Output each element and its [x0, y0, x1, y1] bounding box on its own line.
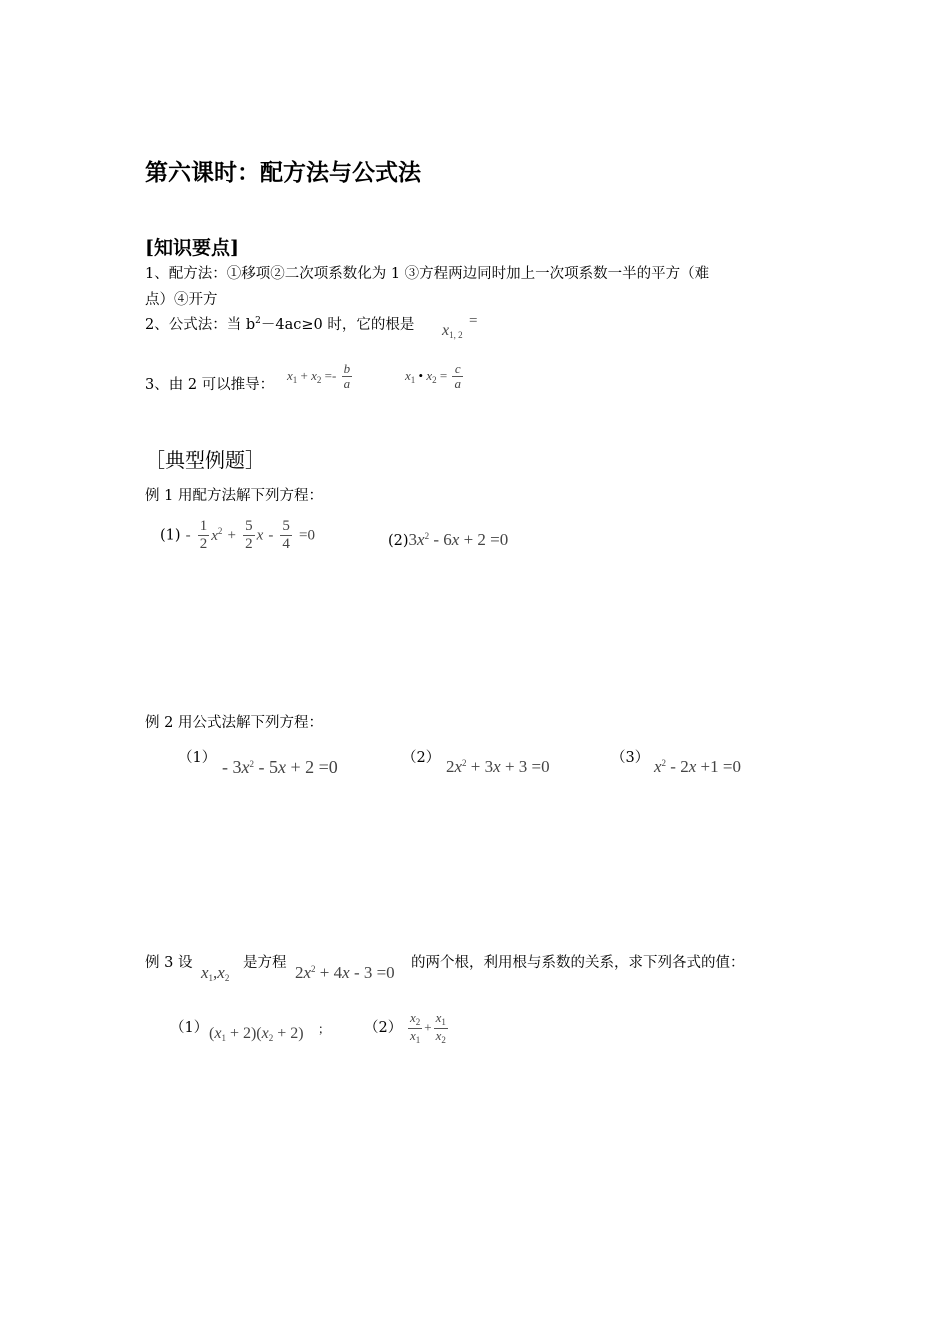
- ex3-p2-f2-num-sub: 1: [441, 1017, 446, 1027]
- sum-denominator: a: [343, 376, 351, 392]
- sum-equals: =-: [324, 367, 337, 383]
- ex3-p2-frac-2: [434, 1011, 448, 1046]
- sum-x1: x: [287, 367, 293, 383]
- ex3-p1-mid: + 2)(: [225, 1025, 262, 1042]
- ex2-p2-label: （2）: [402, 750, 441, 766]
- knowledge-item-2: [145, 313, 414, 334]
- ex3-p2-f1-num-sub: 2: [415, 1017, 421, 1027]
- prod-numerator: c: [452, 362, 463, 377]
- ex3-eq-x: x: [303, 963, 312, 982]
- ex1-p2-end: + 2 =0: [459, 530, 509, 549]
- ex2-p3-mid: - 2: [666, 757, 689, 776]
- ex3-p1-end: + 2): [273, 1025, 304, 1042]
- prod-x2: x: [426, 367, 433, 383]
- ex2-p1-mid: - 5: [254, 757, 278, 777]
- ex3-p2-f1-den-sub: 1: [415, 1034, 421, 1045]
- item-2-text-post: －4ac≥0 时，它的根是: [260, 317, 415, 333]
- ex2-p2-mid: + 3: [466, 757, 494, 776]
- knowledge-item-1-line-1: 1、配方法：①移项②二次项系数化为 1 ③方程两边同时加上一次项系数一半的平方（难: [145, 266, 710, 282]
- ex3-eq-coef: 2: [295, 963, 304, 982]
- ex1-p1-minus: -: [268, 527, 274, 544]
- root-equals: =: [469, 313, 478, 329]
- knowledge-item-1-line-2: 点）④开方: [145, 292, 218, 308]
- ex2-p3-sup: 2: [661, 758, 667, 768]
- prod-equals: =: [439, 367, 448, 383]
- ex2-p1-sup: 2: [249, 759, 254, 769]
- ex3-x1: x: [201, 963, 209, 982]
- examples-heading: ［典型例题］: [145, 448, 265, 472]
- ex1-p2-mid: - 6: [429, 530, 452, 549]
- prod-x1-sub: 1: [410, 374, 416, 385]
- ex2-p1-end: + 2 =0: [286, 757, 338, 777]
- ex2-p2-sup: 2: [462, 758, 467, 768]
- ex3-p1-open: (: [209, 1025, 215, 1042]
- ex3-eq-sup: 2: [311, 964, 316, 974]
- example-2-problem-3: [654, 757, 741, 777]
- ex1-p1-frac-1-den: 2: [199, 535, 208, 552]
- ex3-comma: ,: [213, 963, 218, 982]
- ex2-p2-end: + 3 =0: [500, 757, 550, 776]
- ex3-mid-text: 是方程: [243, 955, 287, 971]
- ex3-roots: [201, 963, 229, 983]
- ex3-p2-f2-den: x: [435, 1027, 442, 1043]
- ex3-x2: x: [217, 963, 225, 982]
- ex2-p1-x-linear: x: [278, 757, 286, 777]
- ex2-p1-label: （1）: [178, 750, 217, 766]
- ex1-p1-frac-2-den: 2: [245, 535, 253, 552]
- ex3-equation: [295, 963, 395, 983]
- ex3-eq-x-linear: x: [342, 963, 350, 982]
- ex3-p2-plus: +: [424, 1019, 432, 1035]
- example-1-problem-1: [160, 518, 315, 552]
- item-2-sup: 2: [255, 316, 261, 326]
- ex3-x2-sub: 2: [224, 973, 230, 983]
- ex3-p1-x1: x: [214, 1025, 222, 1042]
- ex3-p2-f2-den-sub: 2: [441, 1034, 446, 1045]
- ex1-p1-x2: x: [211, 527, 218, 544]
- ex2-p3-x-linear: x: [688, 757, 697, 776]
- ex1-p1-frac-3: [280, 518, 292, 552]
- sum-x2: x: [311, 367, 317, 383]
- sum-numerator: b: [343, 361, 351, 376]
- example-2-problem-1: [222, 757, 338, 778]
- sum-x2-sub: 2: [316, 374, 322, 385]
- ex2-p1-coef: - 3: [222, 757, 242, 777]
- ex2-p3-end: +1 =0: [696, 757, 741, 776]
- example-1-label: 例 1 用配方法解下列方程：: [145, 488, 323, 504]
- page-title: 第六课时：配方法与公式法: [145, 159, 421, 186]
- item-2-text-pre: 2、公式法：当 b: [145, 317, 256, 333]
- sum-plus: +: [300, 367, 308, 383]
- example-3-label: 例 3 设: [145, 955, 193, 971]
- ex1-p1-sign: -: [185, 527, 191, 544]
- ex1-p2-coef: 3: [408, 530, 418, 549]
- ex3-p1-semicolon: ；: [318, 1022, 331, 1036]
- root-var: x: [442, 322, 450, 339]
- knowledge-heading: [知识要点]: [145, 237, 239, 259]
- root-sub: 1, 2: [449, 330, 463, 340]
- vieta-sum-formula: [287, 362, 354, 392]
- ex1-p1-plus: +: [227, 527, 236, 544]
- ex1-p1-label: (1): [160, 527, 181, 544]
- ex3-p1-label: （1）: [170, 1020, 209, 1036]
- ex3-x1-sub: 1: [208, 973, 214, 983]
- ex3-p2-frac-1: [408, 1011, 422, 1046]
- ex3-p2-f2-num: x: [435, 1010, 442, 1025]
- ex3-p2-f1-num: x: [410, 1010, 416, 1025]
- ex2-p1-x: x: [241, 757, 250, 777]
- ex1-p1-frac-2-num: 5: [245, 518, 253, 534]
- vieta-product-formula: [405, 362, 465, 392]
- ex2-p3-x: x: [654, 757, 662, 776]
- ex1-p1-frac-3-den: 4: [282, 535, 290, 552]
- ex1-p2-label: (2): [388, 533, 409, 549]
- ex1-p2-sup: 2: [424, 531, 430, 541]
- ex3-p1-x1-sub: 1: [221, 1033, 226, 1043]
- knowledge-item-3-label: 3、由 2 可以推导：: [145, 377, 275, 393]
- example-2-label: 例 2 用公式法解下列方程：: [145, 715, 323, 731]
- ex1-p1-frac-2: [243, 518, 255, 552]
- prod-denominator: a: [454, 376, 461, 392]
- ex3-p2-label: （2）: [364, 1020, 403, 1036]
- sum-fraction: [342, 362, 353, 392]
- ex3-p1-x2-sub: 2: [268, 1033, 274, 1043]
- example-2-problem-2: [446, 757, 550, 777]
- ex2-p3-label: （3）: [611, 750, 650, 766]
- ex1-p1-frac-3-num: 5: [282, 518, 290, 534]
- ex2-p2-coef: 2: [446, 757, 455, 776]
- sum-x1-sub: 1: [292, 374, 298, 385]
- ex1-p1-x2-sup: 2: [217, 525, 223, 536]
- ex3-eq-mid: + 4: [315, 963, 343, 982]
- example-1-problem-2: [388, 530, 508, 550]
- prod-x2-sub: 2: [432, 374, 437, 385]
- ex1-p2-x-linear: x: [451, 530, 460, 549]
- ex3-problem-2: [406, 1011, 450, 1046]
- ex2-p2-x-linear: x: [493, 757, 501, 776]
- ex3-eq-end: - 3 =0: [349, 963, 395, 982]
- ex3-problem-1: [209, 1025, 304, 1043]
- ex3-tail-text: 的两个根，利用根与系数的关系，求下列各式的值：: [411, 955, 745, 971]
- prod-x1: x: [405, 367, 411, 383]
- ex2-p2-x: x: [454, 757, 463, 776]
- root-symbol: [442, 322, 463, 340]
- ex1-p2-x: x: [417, 530, 425, 549]
- ex1-p1-frac-1-num: 1: [199, 518, 208, 534]
- prod-dot: •: [418, 367, 424, 383]
- ex1-p1-frac-1: [198, 518, 210, 552]
- ex3-p1-x2: x: [261, 1025, 269, 1042]
- ex1-p1-x: x: [256, 527, 264, 544]
- ex1-p1-equals: =0: [299, 527, 315, 544]
- ex3-p2-f1-den: x: [410, 1027, 416, 1043]
- prod-fraction: [452, 362, 463, 392]
